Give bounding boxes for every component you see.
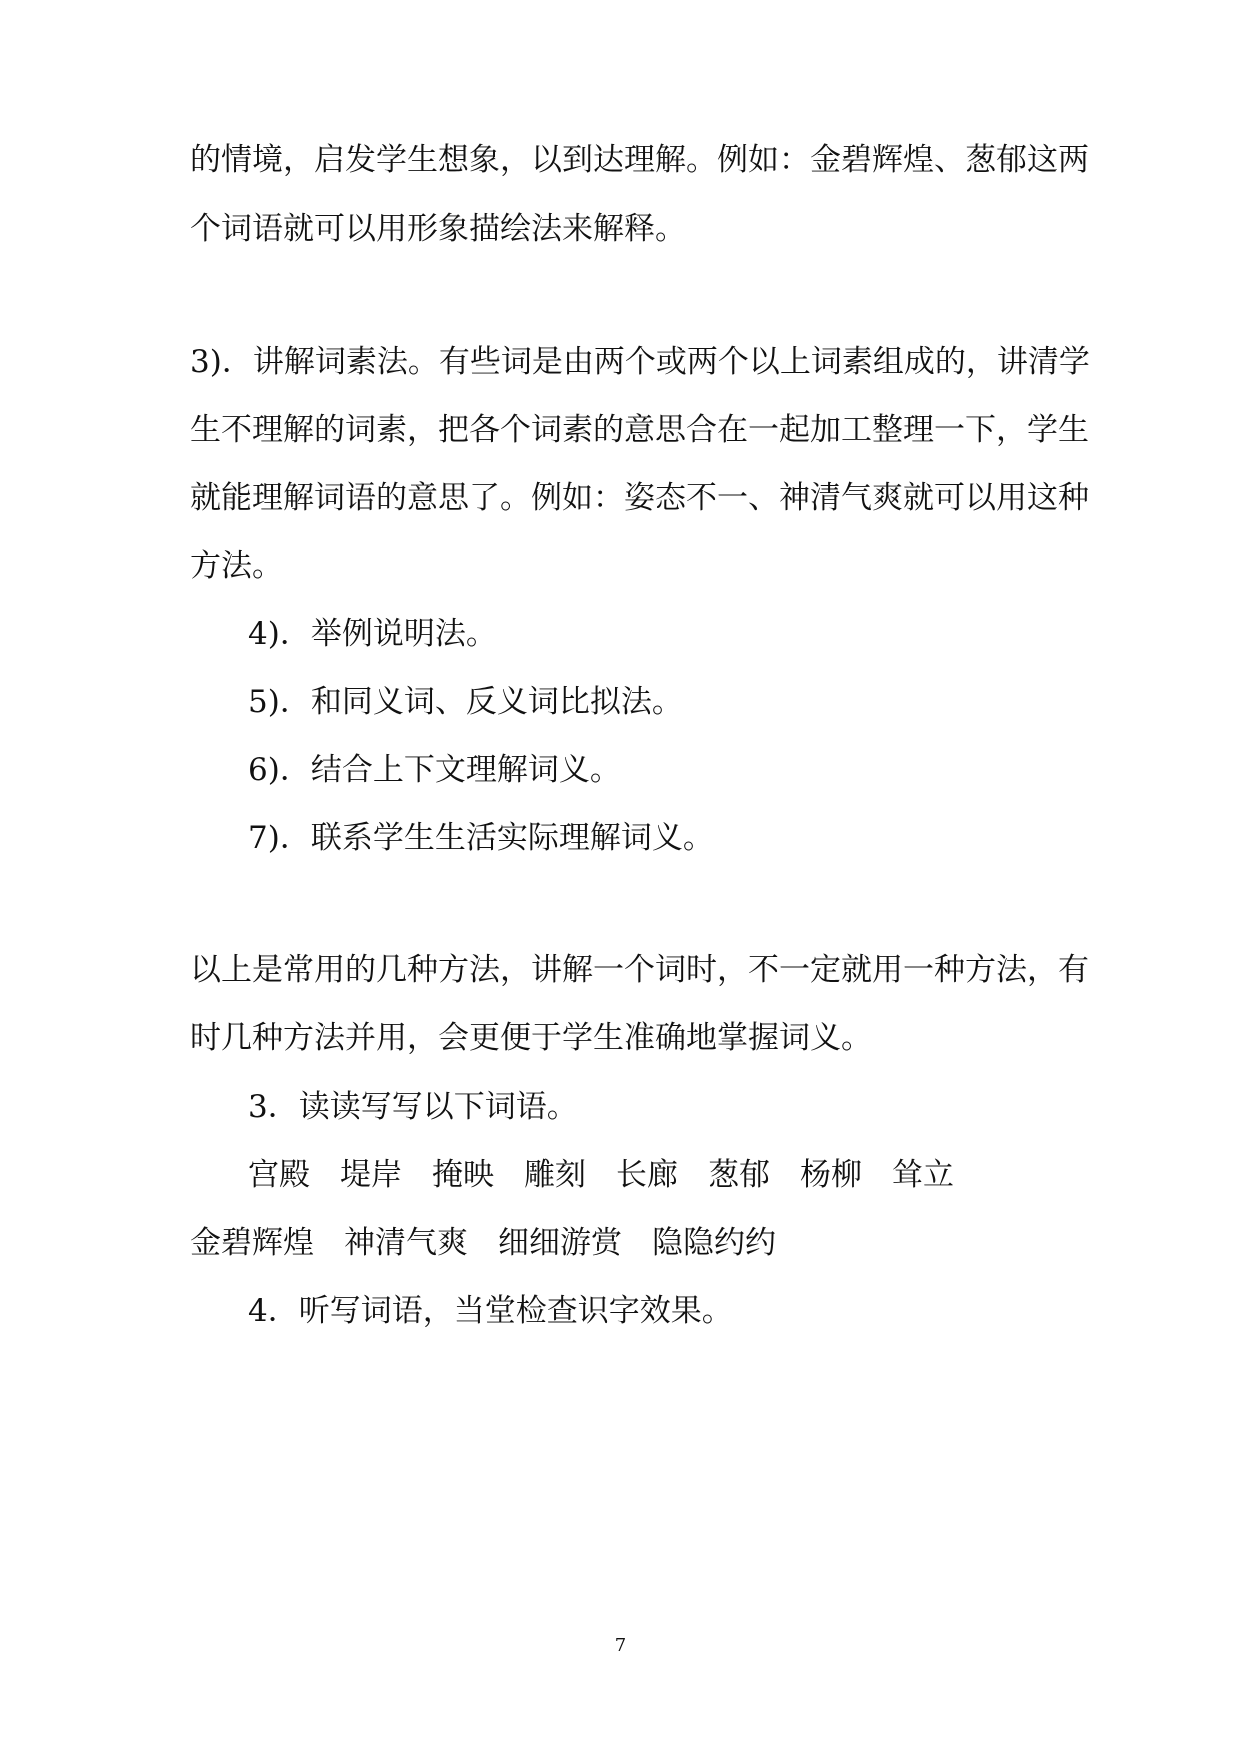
paragraph-line: 时几种方法并用，会更便于学生准确地掌握词义。 <box>190 1020 872 1056</box>
step-heading: 3．读读写写以下词语。 <box>248 1089 578 1125</box>
paragraph-line: 个词语就可以用形象描绘法来解释。 <box>190 211 686 247</box>
list-item: 7)．联系学生生活实际理解词义。 <box>248 820 714 856</box>
paragraph-line: 就能理解词语的意思了。例如：姿态不一、神清气爽就可以用这种 <box>190 480 1089 516</box>
paragraph-line: 方法。 <box>190 548 283 584</box>
word-item: 宫殿 <box>248 1157 310 1193</box>
word-item: 细细游赏 <box>498 1225 622 1261</box>
word-list-row-1 <box>248 1155 984 1195</box>
word-item: 雕刻 <box>524 1157 586 1193</box>
list-item: 4)．举例说明法。 <box>248 616 497 652</box>
list-item: 6)．结合上下文理解词义。 <box>248 752 621 788</box>
word-item: 长廊 <box>616 1157 678 1193</box>
word-item: 掩映 <box>432 1157 494 1193</box>
word-item: 隐隐约约 <box>652 1225 776 1261</box>
word-item: 堤岸 <box>340 1157 402 1193</box>
step-heading: 4．听写词语，当堂检查识字效果。 <box>248 1293 733 1329</box>
word-item: 杨柳 <box>800 1157 862 1193</box>
paragraph-line: 以上是常用的几种方法，讲解一个词时，不一定就用一种方法，有 <box>190 952 1089 988</box>
paragraph-line: 的情境，启发学生想象，以到达理解。例如：金碧辉煌、葱郁这两 <box>190 142 1089 178</box>
word-item: 葱郁 <box>708 1157 770 1193</box>
list-item: 5)．和同义词、反义词比拟法。 <box>248 684 683 720</box>
page-number: 7 <box>614 1635 627 1656</box>
word-item: 金碧辉煌 <box>190 1225 314 1261</box>
paragraph-line: 3)．讲解词素法。有些词是由两个或两个以上词素组成的，讲清学 <box>190 344 1090 380</box>
paragraph-line: 生不理解的词素，把各个词素的意思合在一起加工整理一下，学生 <box>190 412 1089 448</box>
word-item: 耸立 <box>892 1157 954 1193</box>
word-item: 神清气爽 <box>344 1225 468 1261</box>
word-list-row-2 <box>190 1223 806 1263</box>
